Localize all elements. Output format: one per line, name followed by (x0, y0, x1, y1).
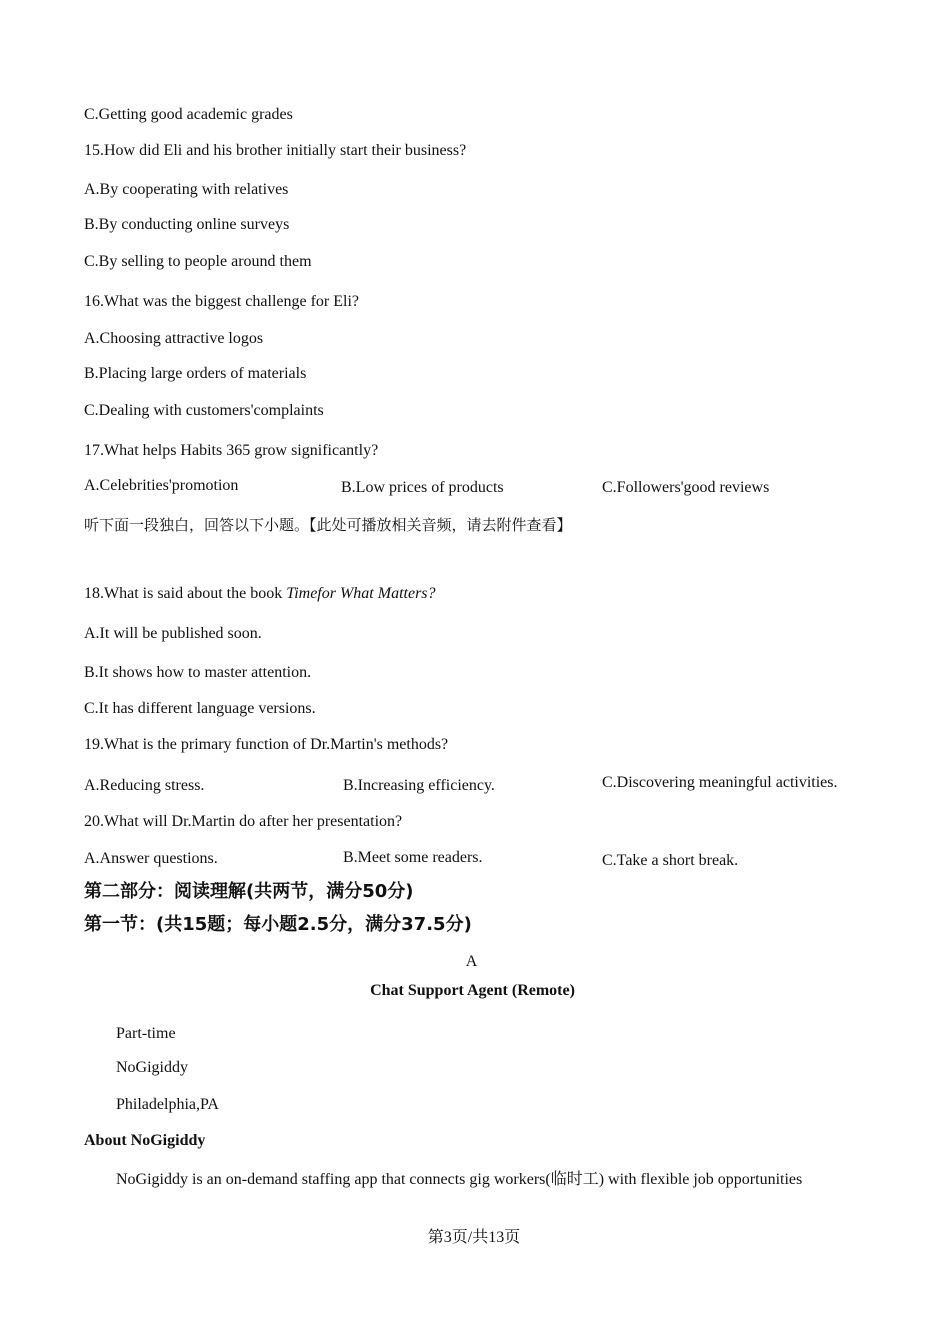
q18-stem-prefix: 18.What is said about the book (84, 585, 287, 602)
q18-stem (84, 584, 436, 604)
q18-book-title: Timefor What Matters? (286, 585, 436, 602)
company-name: NoGigiddy (116, 1059, 188, 1076)
passage-letter: A (465, 953, 478, 970)
q14-option-c: C.Getting good academic grades (84, 106, 293, 123)
page-footer: 第3页/共13页 (427, 1229, 521, 1246)
q17-stem: 17.What helps Habits 365 grow significantly? (84, 442, 379, 459)
q16-option-a: A.Choosing attractive logos (84, 330, 264, 347)
q19-stem: 19.What is the primary function of Dr.Martin's methods? (84, 736, 449, 753)
q19-option-a: A.Reducing stress. (84, 777, 205, 794)
q18-option-b: B.It shows how to master attention. (84, 664, 312, 681)
q16-option-b: B.Placing large orders of materials (84, 365, 307, 382)
q15-stem: 15.How did Eli and his brother initially start their business? (84, 142, 467, 159)
passage-title: Chat Support Agent (Remote) (370, 982, 575, 999)
q18-option-c: C.It has different language versions. (84, 700, 316, 717)
monologue-instruction: 听下面一段独白，回答以下小题。【此处可播放相关音频，请去附件查看】 (84, 516, 572, 534)
q19-option-b: B.Increasing efficiency. (343, 777, 495, 794)
about-text: NoGigiddy is an on-demand staffing app that connects gig workers(临时工) with flexible job opportunities (116, 1171, 803, 1188)
q20-stem: 20.What will Dr.Martin do after her presentation? (84, 813, 403, 830)
part2-heading: 第二部分：阅读理解(共两节，满分50分) (84, 881, 414, 902)
q17-option-c: C.Followers'good reviews (602, 479, 770, 496)
q17-option-b: B.Low prices of products (341, 479, 504, 496)
q17-option-a: A.Celebrities'promotion (84, 477, 239, 494)
q20-option-b: B.Meet some readers. (343, 849, 483, 866)
about-heading: About NoGigiddy (84, 1132, 206, 1149)
section1-heading: 第一节：(共15题；每小题2.5分，满分37.5分) (84, 914, 472, 935)
q15-option-b: B.By conducting online surveys (84, 216, 290, 233)
q15-option-a: A.By cooperating with relatives (84, 181, 289, 198)
q20-option-c: C.Take a short break. (602, 852, 739, 869)
q18-option-a: A.It will be published soon. (84, 625, 262, 642)
q16-option-c: C.Dealing with customers'complaints (84, 402, 324, 419)
job-type: Part-time (116, 1025, 176, 1042)
q19-option-c: C.Discovering meaningful activities. (602, 774, 838, 791)
q15-option-c: C.By selling to people around them (84, 253, 312, 270)
job-location: Philadelphia,PA (116, 1096, 219, 1113)
q16-stem: 16.What was the biggest challenge for Eli? (84, 293, 360, 310)
q20-option-a: A.Answer questions. (84, 850, 218, 867)
